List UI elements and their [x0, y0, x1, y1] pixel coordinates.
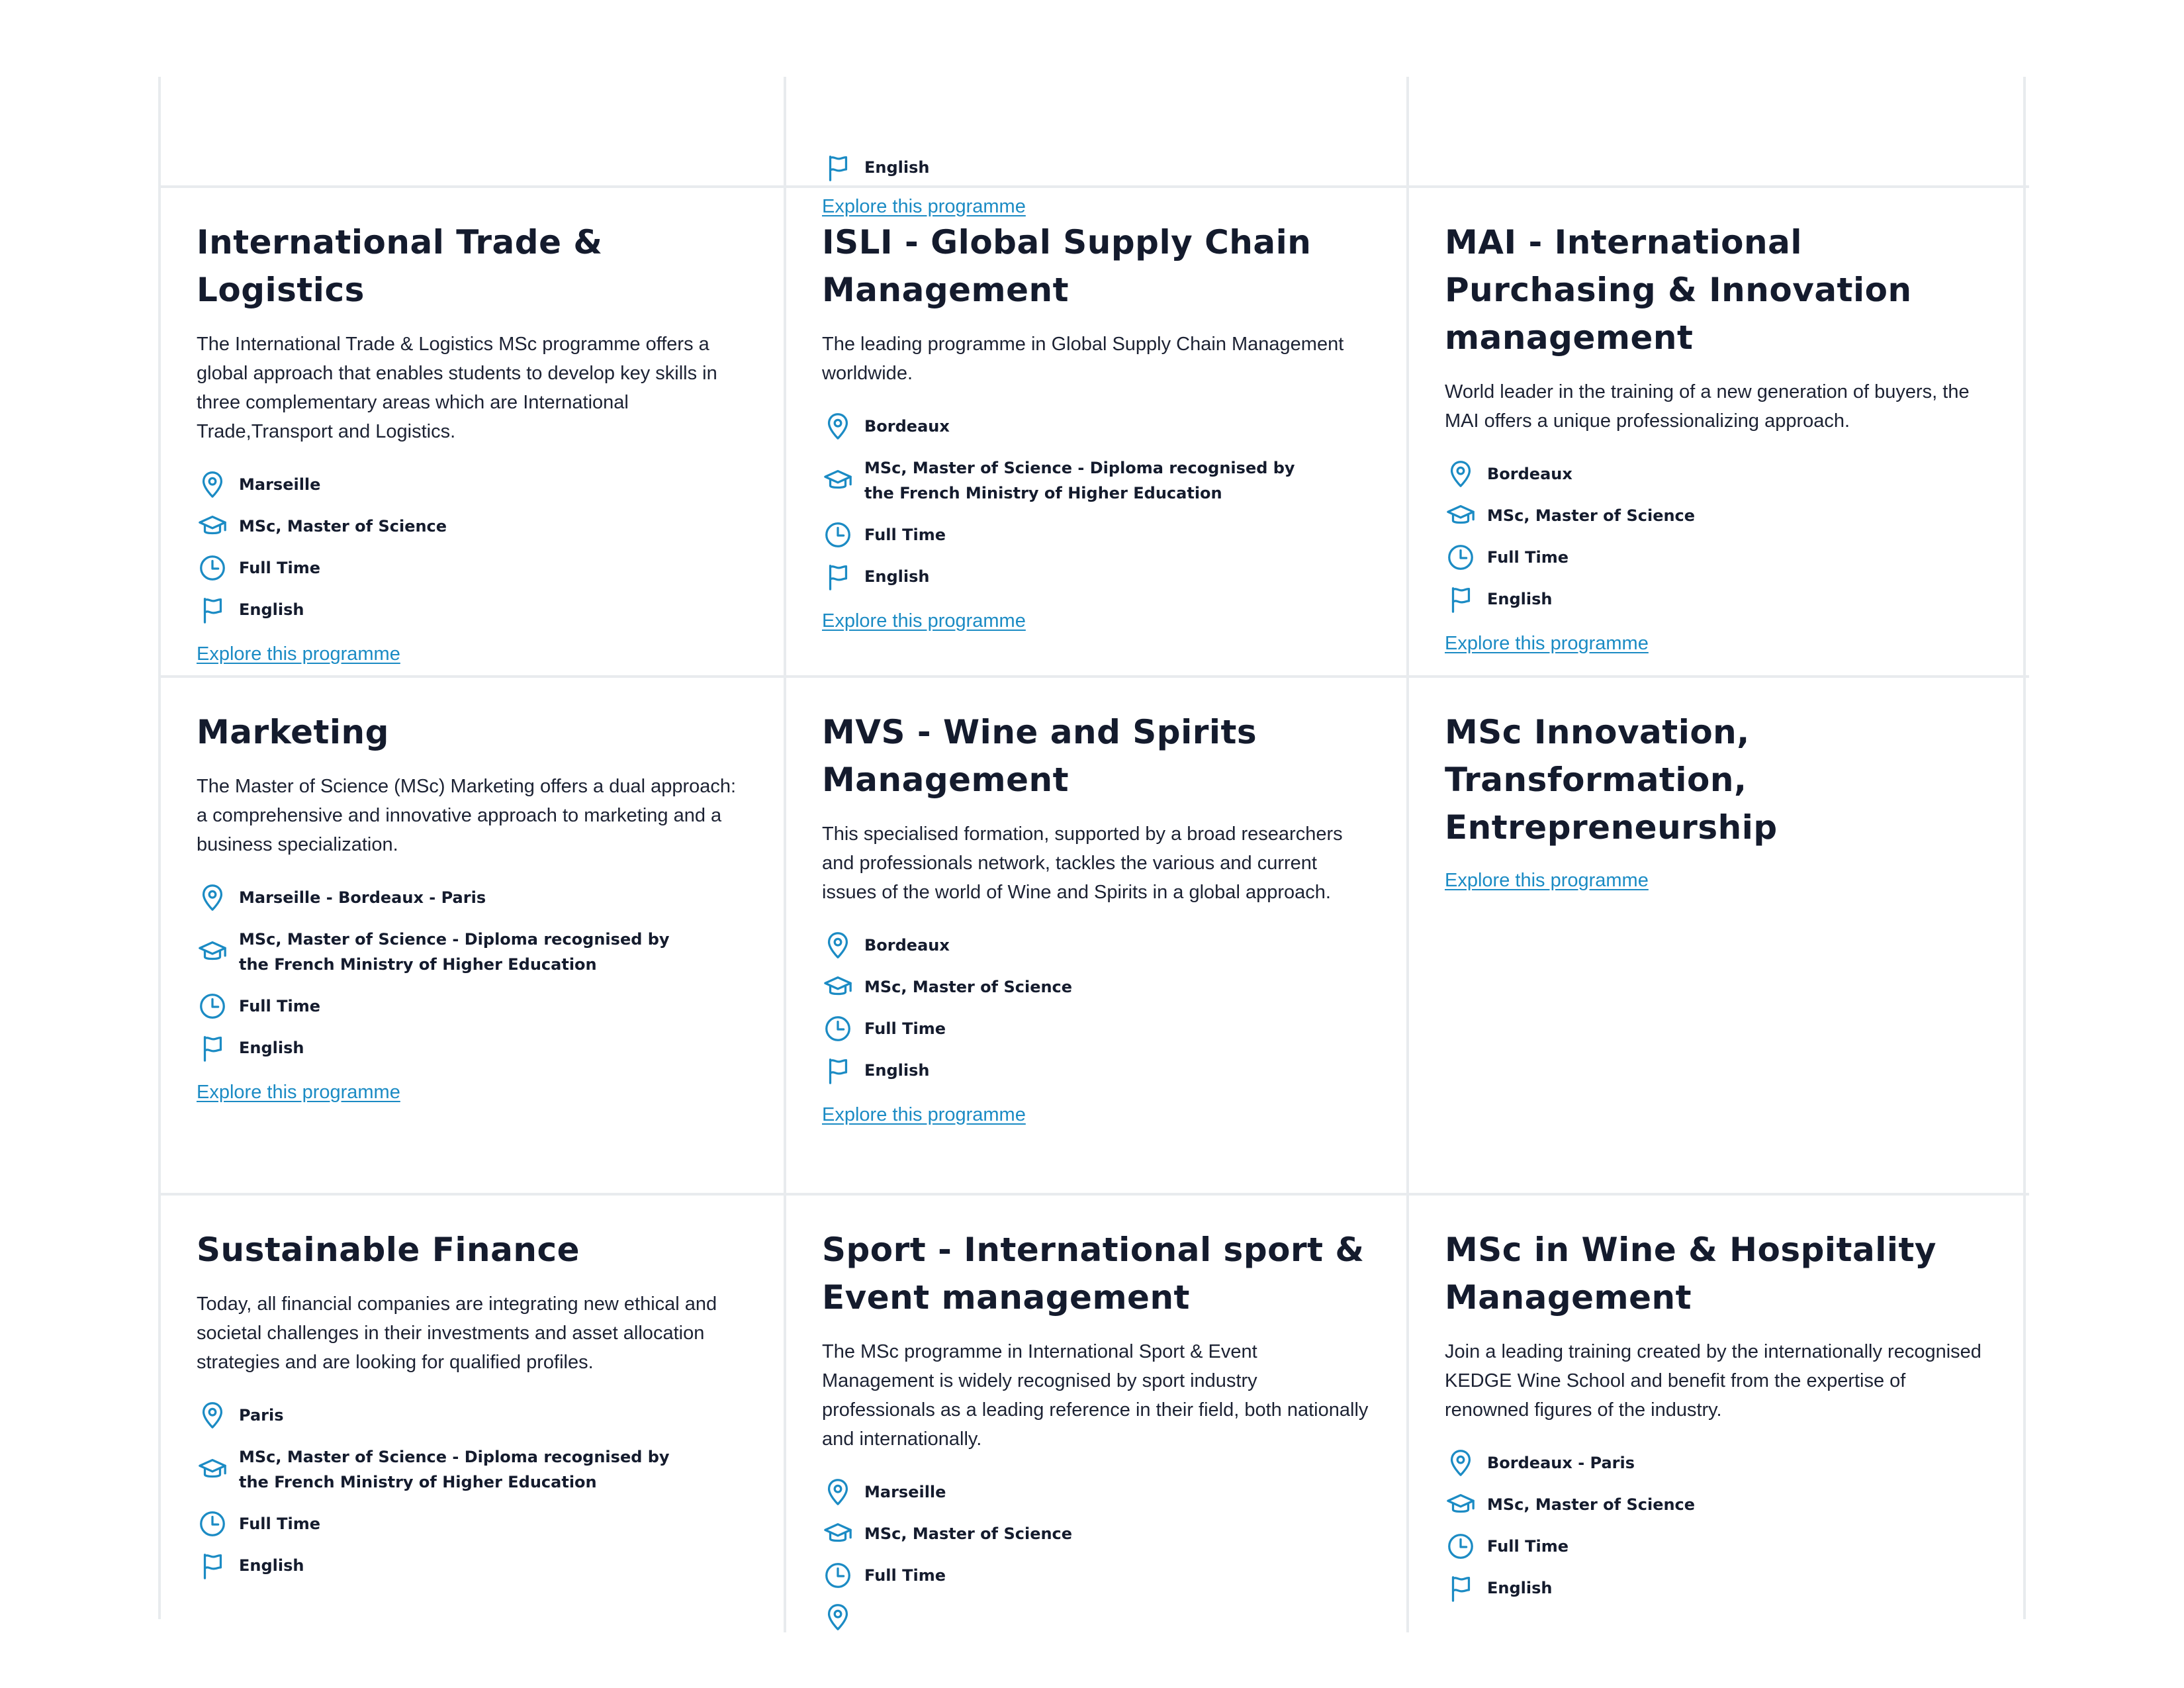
degree-row — [822, 1513, 1371, 1554]
clock-icon — [197, 552, 228, 584]
language-row — [197, 1027, 748, 1068]
degree-row — [822, 966, 1371, 1008]
degree-label: MSc, Master of Science — [864, 977, 1073, 996]
schedule-label: Full Time — [1487, 547, 1569, 567]
programme-card — [784, 678, 1406, 1196]
degree-label: MSc, Master of Science — [1487, 506, 1696, 525]
programme-details — [197, 876, 748, 1068]
programme-description: World leader in the training of a new generation of buyers, the MAI offers a unique professionalizing approach. — [1445, 381, 1970, 432]
programme-description: Today, all financial companies are integrating new ethical and societal challenges in their investments and asset allocation strategies and are looking for qualified profiles. — [197, 1293, 717, 1373]
degree-row — [1445, 494, 1993, 536]
programme-title: ISLI - Global Supply Chain Management — [822, 223, 1312, 309]
location-row — [197, 1394, 748, 1436]
degree-row — [197, 918, 748, 985]
schedule-row — [822, 514, 1371, 555]
map-pin-icon — [822, 1476, 854, 1508]
programme-details — [822, 405, 1371, 597]
schedule-label: Full Time — [239, 1514, 320, 1533]
graduation-cap-icon — [1445, 1489, 1477, 1521]
location-row — [822, 924, 1371, 966]
graduation-cap-icon — [197, 1454, 228, 1485]
location-label: Marseille — [864, 1482, 946, 1501]
language-label: English — [864, 1060, 930, 1080]
programme-title: Marketing — [197, 713, 389, 751]
language-row — [1445, 578, 1993, 620]
language-label: English — [864, 567, 930, 586]
language-label: English — [239, 1038, 304, 1057]
programme-card-partial — [161, 77, 784, 188]
location-row — [822, 405, 1371, 447]
programme-description: Join a leading training created by the internationally recognised KEDGE Wine School and benefit from the expertise of renowned figures of the industry. — [1445, 1341, 1981, 1421]
degree-label: MSc, Master of Science — [1487, 1495, 1696, 1514]
explore-programme-link[interactable]: Explore this programme — [822, 1104, 1026, 1125]
schedule-row — [822, 1554, 1371, 1596]
map-pin-icon — [1445, 1447, 1477, 1479]
programme-description: The International Trade & Logistics MSc programme offers a global approach that enables students to develop key skills in three complementary areas which are International Trade,Transport and Logistics. — [197, 334, 717, 442]
location-row — [197, 876, 748, 918]
degree-label: MSc, Master of Science - Diploma recognised by the French Ministry of Higher Education — [239, 1447, 670, 1491]
programme-card — [784, 188, 1406, 678]
degree-row — [197, 505, 748, 547]
clock-icon — [822, 519, 854, 551]
language-row — [822, 1049, 1371, 1091]
programme-grid — [158, 77, 2026, 1619]
programme-details — [1445, 453, 1993, 620]
location-label: Bordeaux — [1487, 464, 1572, 483]
programme-title: MAI - International Purchasing & Innovation management — [1445, 223, 1912, 357]
graduation-cap-icon — [197, 936, 228, 968]
location-row — [1445, 1442, 1993, 1483]
degree-row — [822, 447, 1371, 514]
language-row — [822, 555, 1371, 597]
flag-icon — [197, 594, 228, 626]
location-row — [197, 463, 748, 505]
location-row-cut — [822, 1596, 1371, 1638]
programme-title: MSc in Wine & Hospitality Management — [1445, 1231, 1936, 1317]
flag-icon — [1445, 583, 1477, 615]
programme-description: The Master of Science (MSc) Marketing offers a dual approach: a comprehensive and innovative approach to marketing and a business specialization. — [197, 776, 737, 855]
programme-card — [1406, 1196, 2029, 1632]
explore-programme-link[interactable]: Explore this programme — [1445, 633, 1649, 654]
programme-card — [1406, 678, 2029, 1196]
schedule-label: Full Time — [864, 1566, 946, 1585]
explore-programme-link[interactable]: Explore this programme — [822, 196, 1026, 217]
degree-row — [1445, 1483, 1993, 1525]
language-label: English — [239, 1556, 304, 1575]
programme-details — [822, 924, 1371, 1091]
programme-description: The leading programme in Global Supply Chain Management worldwide. — [822, 334, 1344, 384]
language-label: English — [1487, 589, 1553, 608]
language-label: English — [239, 600, 304, 619]
location-label: Marseille — [239, 475, 321, 494]
degree-label: MSc, Master of Science — [239, 516, 447, 536]
location-label: Marseille - Bordeaux - Paris — [239, 888, 486, 907]
language-row — [197, 1544, 748, 1586]
map-pin-icon — [197, 1399, 228, 1431]
location-row — [822, 1471, 1371, 1513]
location-label: Bordeaux — [864, 416, 950, 436]
schedule-row — [822, 1008, 1371, 1049]
flag-icon — [1445, 1572, 1477, 1604]
flag-icon — [822, 1055, 854, 1086]
schedule-label: Full Time — [1487, 1536, 1569, 1556]
graduation-cap-icon — [1445, 500, 1477, 532]
schedule-label: Full Time — [239, 558, 320, 577]
schedule-row — [1445, 536, 1993, 578]
programme-card — [784, 1196, 1406, 1632]
language-label: English — [1487, 1578, 1553, 1597]
programme-card — [161, 188, 784, 678]
programme-details — [1445, 1442, 1993, 1609]
graduation-cap-icon — [197, 510, 228, 542]
map-pin-icon — [197, 469, 228, 500]
schedule-row — [197, 985, 748, 1027]
programme-description: This specialised formation, supported by a broad researchers and professionals network, tackles the various and current issues of the world of Wine and Spirits in a global approach. — [822, 823, 1343, 903]
programme-title: MSc Innovation, Transformation, Entrepreneurship — [1445, 713, 1778, 847]
map-pin-icon — [822, 929, 854, 961]
clock-icon — [822, 1560, 854, 1591]
location-label: Bordeaux - Paris — [1487, 1453, 1635, 1472]
flag-icon — [197, 1550, 228, 1581]
schedule-row — [197, 547, 748, 588]
clock-icon — [822, 1013, 854, 1045]
map-pin-icon — [197, 882, 228, 914]
language-label: English — [864, 158, 930, 177]
clock-icon — [1445, 541, 1477, 573]
location-label: Paris — [239, 1405, 284, 1425]
flag-icon — [197, 1032, 228, 1064]
programme-title: Sustainable Finance — [197, 1231, 580, 1269]
schedule-label: Full Time — [864, 525, 946, 544]
explore-programme-link[interactable]: Explore this programme — [197, 1082, 400, 1103]
explore-programme-link[interactable]: Explore this programme — [1445, 870, 1649, 891]
programme-details — [197, 1394, 748, 1586]
flag-icon — [822, 561, 854, 592]
map-pin-icon — [822, 410, 854, 442]
location-label: Bordeaux — [864, 935, 950, 955]
map-pin-icon — [1445, 458, 1477, 490]
explore-programme-link[interactable]: Explore this programme — [197, 643, 400, 665]
schedule-row — [1445, 1525, 1993, 1567]
location-row — [1445, 453, 1993, 494]
clock-icon — [197, 990, 228, 1022]
explore-programme-link[interactable]: Explore this programme — [822, 610, 1026, 632]
map-pin-icon — [822, 1601, 854, 1633]
programme-card — [161, 1196, 784, 1632]
clock-icon — [197, 1508, 228, 1540]
language-row — [197, 588, 748, 630]
degree-label: MSc, Master of Science — [864, 1524, 1073, 1543]
programme-details — [822, 1471, 1371, 1638]
flag-icon — [822, 152, 854, 183]
language-row — [1445, 1567, 1993, 1609]
schedule-label: Full Time — [239, 996, 320, 1015]
clock-icon — [1445, 1530, 1477, 1562]
degree-row — [197, 1436, 748, 1503]
programme-card — [161, 678, 784, 1196]
programme-title: Sport - International sport & Event management — [822, 1231, 1365, 1317]
schedule-row — [197, 1503, 748, 1544]
programme-card-partial — [1406, 77, 2029, 188]
graduation-cap-icon — [822, 465, 854, 496]
language-row — [822, 151, 1371, 184]
programme-title: MVS - Wine and Spirits Management — [822, 713, 1257, 799]
graduation-cap-icon — [822, 1518, 854, 1550]
graduation-cap-icon — [822, 971, 854, 1003]
degree-label: MSc, Master of Science - Diploma recognised by the French Ministry of Higher Education — [864, 458, 1295, 502]
programme-description: The MSc programme in International Sport & Event Management is widely recognised by sport industry professionals as a leading reference in their field, both nationally and internationally. — [822, 1341, 1369, 1450]
schedule-label: Full Time — [864, 1019, 946, 1038]
degree-label: MSc, Master of Science - Diploma recognised by the French Ministry of Higher Education — [239, 929, 670, 974]
programme-card-partial — [784, 77, 1406, 217]
programme-title: International Trade & Logistics — [197, 223, 603, 309]
programme-card — [1406, 188, 2029, 678]
programme-details — [197, 463, 748, 630]
